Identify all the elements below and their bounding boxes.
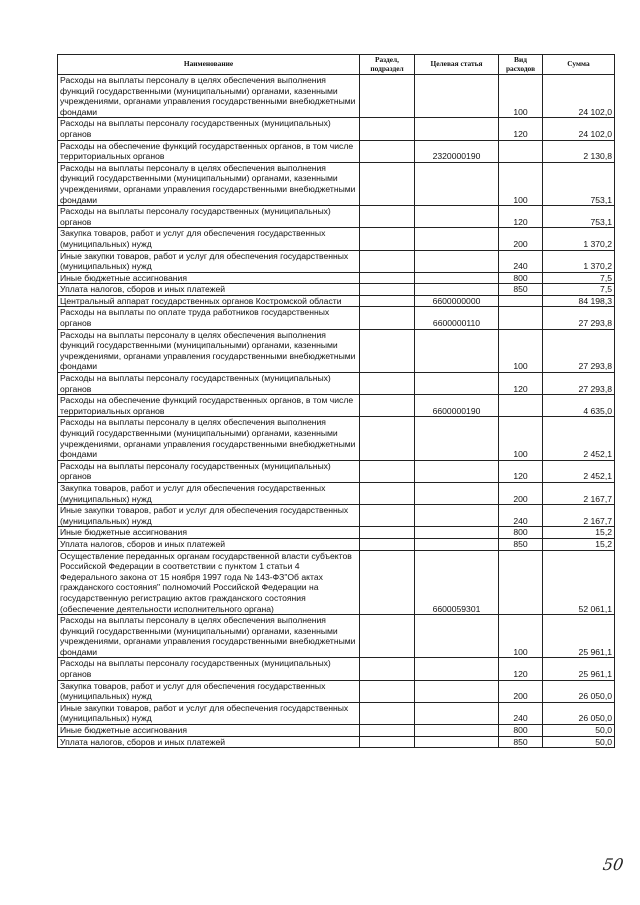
table-row (58, 417, 615, 460)
cell-type (499, 307, 543, 329)
cell-target (415, 482, 499, 504)
cell-name: Иные бюджетные ассигнования (58, 272, 360, 284)
cell-target: 6600000110 (415, 307, 499, 329)
cell-name: Расходы на выплаты персоналу государственных (муниципальных) органов (58, 460, 360, 482)
cell-target (415, 460, 499, 482)
cell-amount: 2 130,8 (543, 140, 615, 162)
cell-section (360, 658, 415, 680)
cell-type: 240 (499, 250, 543, 272)
cell-type: 120 (499, 460, 543, 482)
cell-type: 850 (499, 284, 543, 296)
cell-target (415, 272, 499, 284)
cell-amount: 50,0 (543, 736, 615, 748)
cell-target (415, 725, 499, 737)
cell-amount: 7,5 (543, 272, 615, 284)
cell-section (360, 284, 415, 296)
cell-target (415, 538, 499, 550)
cell-type: 120 (499, 118, 543, 140)
cell-amount: 7,5 (543, 284, 615, 296)
cell-amount: 2 167,7 (543, 482, 615, 504)
cell-target: 6600000190 (415, 395, 499, 417)
cell-amount: 26 050,0 (543, 702, 615, 724)
table-row (58, 505, 615, 527)
cell-name: Иные закупки товаров, работ и услуг для обеспечения государственных (муниципальных) нужд (58, 505, 360, 527)
cell-section (360, 550, 415, 615)
cell-name: Уплата налогов, сборов и иных платежей (58, 284, 360, 296)
cell-name: Расходы на выплаты персоналу в целях обеспечения выполнения функций государственными (муниципальными) органами, казенными учреждениями, органами управления государственными внебюджетными фондами (58, 615, 360, 658)
cell-type: 100 (499, 615, 543, 658)
cell-name: Закупка товаров, работ и услуг для обеспечения государственных (муниципальных) нужд (58, 228, 360, 250)
cell-name: Расходы на выплаты персоналу государственных (муниципальных) органов (58, 658, 360, 680)
header-type: Вид расходов (499, 55, 543, 75)
cell-type: 100 (499, 162, 543, 205)
cell-type (499, 295, 543, 307)
cell-amount: 27 293,8 (543, 329, 615, 372)
cell-amount: 50,0 (543, 725, 615, 737)
table-row (58, 284, 615, 296)
cell-section (360, 206, 415, 228)
cell-section (360, 373, 415, 395)
cell-target (415, 250, 499, 272)
cell-type: 800 (499, 272, 543, 284)
cell-type (499, 140, 543, 162)
table-row (58, 395, 615, 417)
header-row (58, 55, 615, 75)
cell-amount: 2 452,1 (543, 417, 615, 460)
cell-amount: 4 635,0 (543, 395, 615, 417)
table-header (58, 55, 615, 75)
cell-section (360, 538, 415, 550)
cell-name: Центральный аппарат государственных органов Костромской области (58, 295, 360, 307)
cell-amount: 27 293,8 (543, 307, 615, 329)
table-row (58, 527, 615, 539)
cell-target (415, 162, 499, 205)
table-row (58, 658, 615, 680)
cell-amount: 25 961,1 (543, 615, 615, 658)
table-row (58, 482, 615, 504)
cell-section (360, 725, 415, 737)
cell-amount: 753,1 (543, 206, 615, 228)
cell-section (360, 250, 415, 272)
table-row (58, 373, 615, 395)
table-row (58, 295, 615, 307)
table-row (58, 228, 615, 250)
cell-amount: 24 102,0 (543, 118, 615, 140)
cell-section (360, 615, 415, 658)
cell-target (415, 206, 499, 228)
cell-amount: 1 370,2 (543, 250, 615, 272)
cell-type: 100 (499, 417, 543, 460)
cell-amount: 15,2 (543, 538, 615, 550)
cell-type: 120 (499, 658, 543, 680)
cell-name: Расходы на выплаты по оплате труда работников государственных органов (58, 307, 360, 329)
cell-type: 200 (499, 228, 543, 250)
table-row (58, 140, 615, 162)
cell-type: 800 (499, 725, 543, 737)
table-row (58, 206, 615, 228)
cell-target (415, 118, 499, 140)
cell-section (360, 307, 415, 329)
cell-type: 240 (499, 702, 543, 724)
cell-name: Иные закупки товаров, работ и услуг для обеспечения государственных (муниципальных) нужд (58, 702, 360, 724)
cell-section (360, 118, 415, 140)
header-target: Целевая статья (415, 55, 499, 75)
cell-section (360, 228, 415, 250)
cell-name: Уплата налогов, сборов и иных платежей (58, 736, 360, 748)
cell-name: Иные бюджетные ассигнования (58, 725, 360, 737)
budget-table (57, 54, 615, 748)
cell-section (360, 272, 415, 284)
cell-amount: 24 102,0 (543, 75, 615, 118)
cell-name: Осуществление переданных органам государственной власти субъектов Российской Федерации в соответствии с пунктом 1 статьи 4 Федерального закона от 15 ноября 1997 года № 143-ФЗ"Об актах гражданского состояния" полномочий Российской Федерации на государственную регистрацию актов гражданского состояния (обеспечение деятельности исполнительного органа) (58, 550, 360, 615)
cell-target (415, 736, 499, 748)
cell-section (360, 140, 415, 162)
cell-amount: 27 293,8 (543, 373, 615, 395)
cell-type: 850 (499, 736, 543, 748)
cell-section (360, 736, 415, 748)
cell-name: Расходы на выплаты персоналу в целях обеспечения выполнения функций государственными (муниципальными) органами, казенными учреждениями, органами управления государственными внебюджетными фондами (58, 329, 360, 372)
cell-type: 120 (499, 373, 543, 395)
cell-target: 2320000190 (415, 140, 499, 162)
cell-name: Уплата налогов, сборов и иных платежей (58, 538, 360, 550)
cell-target (415, 75, 499, 118)
page-number: 50 (601, 855, 625, 874)
cell-name: Закупка товаров, работ и услуг для обеспечения государственных (муниципальных) нужд (58, 482, 360, 504)
cell-target (415, 615, 499, 658)
cell-amount: 1 370,2 (543, 228, 615, 250)
cell-target (415, 702, 499, 724)
cell-target (415, 527, 499, 539)
cell-name: Закупка товаров, работ и услуг для обеспечения государственных (муниципальных) нужд (58, 680, 360, 702)
cell-amount: 753,1 (543, 162, 615, 205)
cell-section (360, 460, 415, 482)
cell-name: Иные бюджетные ассигнования (58, 527, 360, 539)
cell-section (360, 482, 415, 504)
cell-type: 100 (499, 75, 543, 118)
cell-target: 6600059301 (415, 550, 499, 615)
cell-target (415, 329, 499, 372)
cell-type (499, 550, 543, 615)
header-name: Наименование (58, 55, 360, 75)
table-body (58, 75, 615, 748)
table-row (58, 615, 615, 658)
cell-target (415, 417, 499, 460)
table-row (58, 736, 615, 748)
table-row (58, 250, 615, 272)
cell-target (415, 373, 499, 395)
cell-name: Расходы на выплаты персоналу государственных (муниципальных) органов (58, 206, 360, 228)
cell-section (360, 395, 415, 417)
cell-section (360, 417, 415, 460)
cell-target (415, 228, 499, 250)
table-row (58, 307, 615, 329)
cell-amount: 2 167,7 (543, 505, 615, 527)
cell-target (415, 284, 499, 296)
cell-section (360, 702, 415, 724)
cell-type (499, 395, 543, 417)
cell-section (360, 329, 415, 372)
cell-amount: 2 452,1 (543, 460, 615, 482)
table-row (58, 725, 615, 737)
cell-type: 800 (499, 527, 543, 539)
cell-name: Расходы на выплаты персоналу государственных (муниципальных) органов (58, 373, 360, 395)
cell-name: Расходы на выплаты персоналу в целях обеспечения выполнения функций государственными (муниципальными) органами, казенными учреждениями, органами управления государственными внебюджетными фондами (58, 162, 360, 205)
cell-target (415, 680, 499, 702)
table-row (58, 460, 615, 482)
cell-name: Иные закупки товаров, работ и услуг для обеспечения государственных (муниципальных) нужд (58, 250, 360, 272)
header-section: Раздел, подраздел (360, 55, 415, 75)
cell-name: Расходы на выплаты персоналу в целях обеспечения выполнения функций государственными (муниципальными) органами, казенными учреждениями, органами управления государственными внебюджетными фондами (58, 75, 360, 118)
table-row (58, 75, 615, 118)
cell-name: Расходы на выплаты персоналу государственных (муниципальных) органов (58, 118, 360, 140)
cell-section (360, 505, 415, 527)
cell-type: 240 (499, 505, 543, 527)
header-amount: Сумма (543, 55, 615, 75)
cell-section (360, 75, 415, 118)
table-row (58, 680, 615, 702)
cell-amount: 52 061,1 (543, 550, 615, 615)
cell-amount: 15,2 (543, 527, 615, 539)
cell-amount: 25 961,1 (543, 658, 615, 680)
cell-name: Расходы на выплаты персоналу в целях обеспечения выполнения функций государственными (муниципальными) органами, казенными учреждениями, органами управления государственными внебюджетными фондами (58, 417, 360, 460)
table-row (58, 118, 615, 140)
cell-type: 850 (499, 538, 543, 550)
table-row (58, 162, 615, 205)
cell-target (415, 505, 499, 527)
cell-amount: 26 050,0 (543, 680, 615, 702)
cell-section (360, 680, 415, 702)
table-row (58, 702, 615, 724)
cell-amount: 84 198,3 (543, 295, 615, 307)
cell-type: 120 (499, 206, 543, 228)
cell-section (360, 162, 415, 205)
cell-type: 200 (499, 482, 543, 504)
cell-section (360, 527, 415, 539)
cell-target: 6600000000 (415, 295, 499, 307)
table-row (58, 550, 615, 615)
cell-name: Расходы на обеспечение функций государственных органов, в том числе территориальных органов (58, 140, 360, 162)
table-row (58, 538, 615, 550)
cell-section (360, 295, 415, 307)
cell-type: 200 (499, 680, 543, 702)
table-row (58, 329, 615, 372)
cell-name: Расходы на обеспечение функций государственных органов, в том числе территориальных органов (58, 395, 360, 417)
cell-target (415, 658, 499, 680)
table-row (58, 272, 615, 284)
cell-type: 100 (499, 329, 543, 372)
